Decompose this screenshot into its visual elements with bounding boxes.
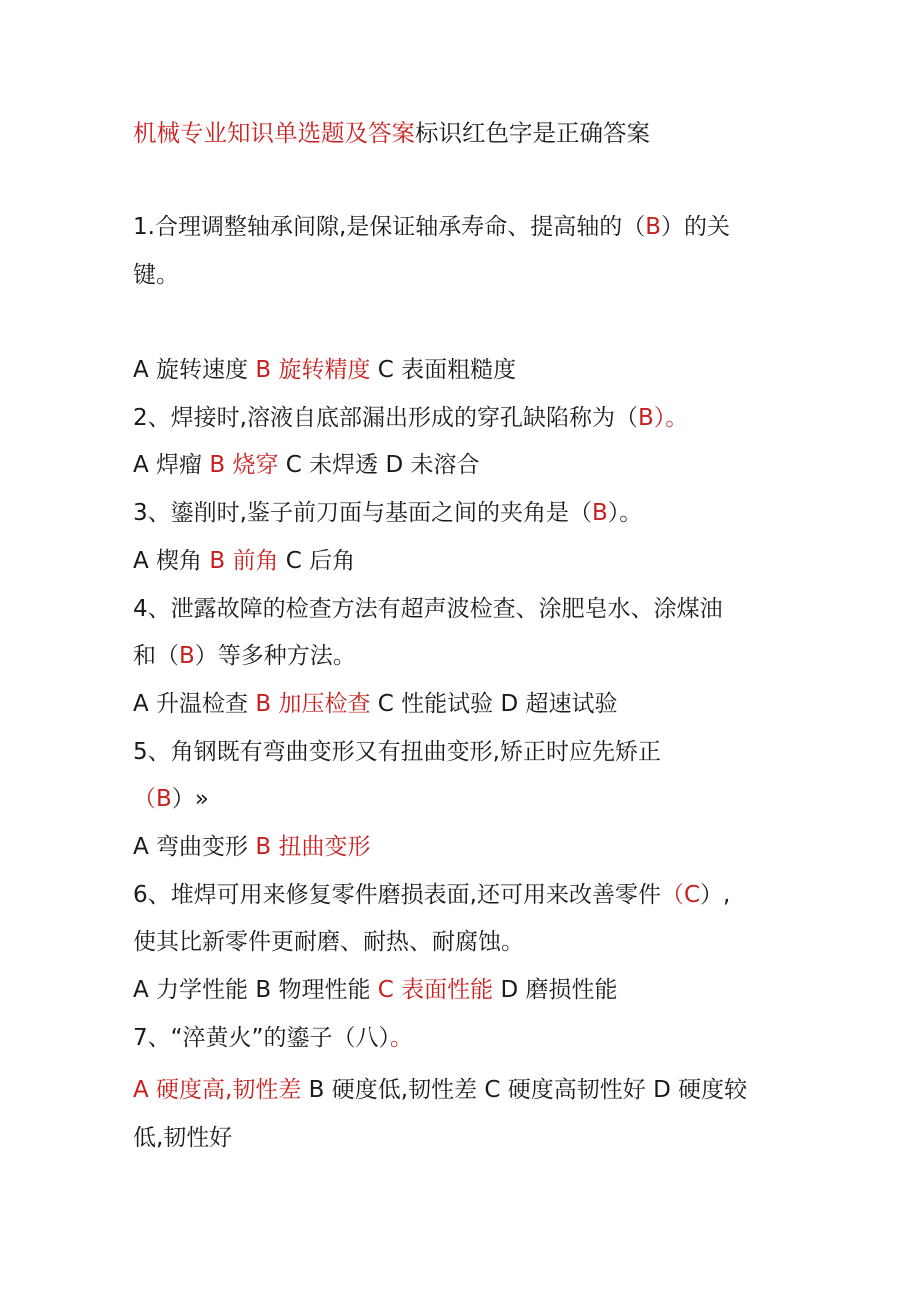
question-2-text: 2、焊接时,溶液自底部漏出形成的穿孔缺陷称为（: [133, 405, 638, 431]
question-7: [133, 1023, 793, 1053]
correct-option: B 加压检查: [255, 691, 371, 717]
question-4-continued: [133, 641, 793, 671]
option-d: D 磨损性能: [493, 977, 618, 1003]
correct-option: B 烧穿: [209, 452, 279, 478]
question-3-suffix: ）。: [607, 500, 643, 526]
correct-option: B 旋转精度: [255, 357, 371, 383]
question-3-answer: B: [591, 500, 608, 526]
question-4-answer: B: [179, 643, 195, 669]
question-1-continued: 键。: [133, 262, 179, 288]
document-title: [133, 118, 793, 148]
options-a-b: A 力学性能 B 物理性能: [133, 977, 378, 1003]
correct-option: C 表面性能: [377, 977, 494, 1003]
question-2-options: [133, 450, 793, 480]
other-options: B 硬度低,韧性差 C 硬度高韧性好 D 硬度较: [301, 1077, 748, 1103]
question-6-text: 6、堆焊可用来修复零件磨损表面,还可用来改善零件: [133, 882, 661, 908]
question-5-continued: [133, 784, 793, 814]
correct-option: B 扭曲变形: [255, 834, 371, 860]
other-options: C 未焊透 D 未溶合: [278, 452, 480, 478]
title-red-part: 机械专业知识单选题及答案: [133, 119, 415, 147]
question-6: [133, 880, 793, 910]
question-5: 5、角钢既有弯曲变形又有扭曲变形,矫正时应先矫正: [133, 739, 661, 765]
question-6-answer: （C: [660, 882, 701, 908]
option-a: A 楔角: [133, 548, 210, 574]
question-4-suffix: ）等多种方法。: [194, 643, 356, 669]
question-4-options: [133, 689, 793, 719]
question-6-suffix: ）,: [700, 882, 731, 908]
question-2: [133, 403, 793, 433]
question-7-options: [133, 1075, 793, 1105]
option-a: A 旋转速度: [133, 357, 256, 383]
question-1: [133, 212, 793, 242]
question-4: 4、泄露故障的检查方法有超声波检查、涂肥皂水、涂煤油: [133, 596, 723, 622]
other-options: C 性能试验 D 超速试验: [370, 691, 618, 717]
question-1-options: [133, 355, 793, 385]
question-7-options-continued: 低,韧性好: [133, 1125, 233, 1151]
other-options: C 后角: [278, 548, 356, 574]
correct-option: A 硬度高,韧性差: [133, 1077, 302, 1103]
question-3-text: 3、鎏削时,鉴子前刀面与基面之间的夹角是（: [133, 500, 592, 526]
question-2-answer: B）。: [637, 405, 689, 431]
question-7-answer: 。: [389, 1025, 413, 1051]
option-a: A 弯曲变形: [133, 834, 256, 860]
question-1-text: 1.合理调整轴承间隙,是保证轴承寿命、提高轴的（: [133, 214, 646, 240]
option-a: A 焊瘤: [133, 452, 210, 478]
question-1-answer: B: [645, 214, 662, 240]
question-6-continued: 使其比新零件更耐磨、耐热、耐腐蚀。: [133, 929, 524, 955]
question-7-text: 7、“淬黄火”的鎏子（八）: [133, 1025, 390, 1051]
question-4-text: 和（: [133, 643, 179, 669]
question-5-options: [133, 832, 793, 862]
question-1-suffix: ）的关: [661, 214, 731, 240]
question-5-answer: （B: [133, 786, 172, 812]
option-a: A 升温检查: [133, 691, 256, 717]
title-black-part: 标识红色字是正确答案: [415, 119, 650, 147]
question-3-options: [133, 546, 793, 576]
question-3: [133, 498, 793, 528]
correct-option: B 前角: [209, 548, 279, 574]
option-c: C 表面粗糙度: [370, 357, 517, 383]
question-6-options: [133, 975, 793, 1005]
question-5-suffix: ）»: [171, 786, 209, 812]
